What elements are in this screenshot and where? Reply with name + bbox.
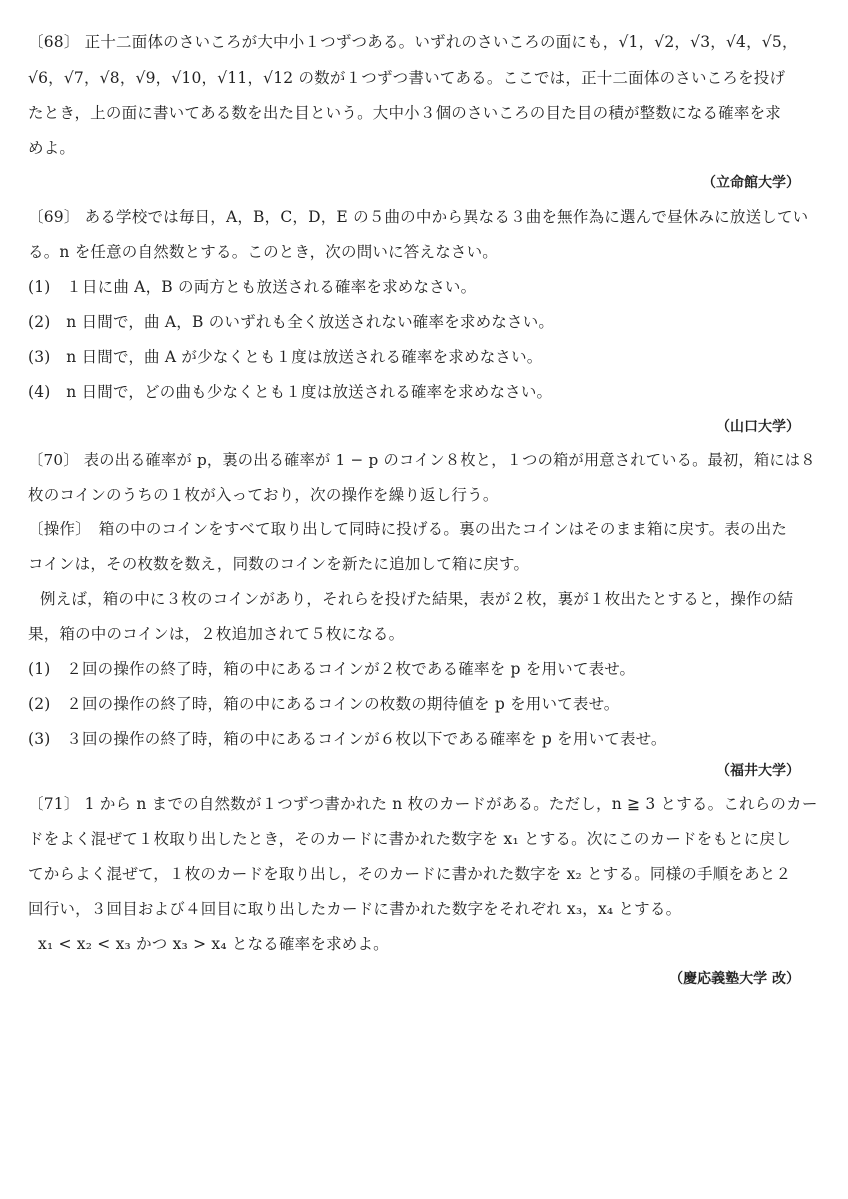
problem-70-line-1: 〔70〕 表の出る確率が p，裏の出る確率が 1 − p のコイン８枚と，１つの箱が用意されている。最初，箱には８ [28, 451, 816, 469]
problem-68-source: （立命館大学） [702, 175, 800, 191]
problem-68-line-2: √6，√7，√8，√9，√10，√11，√12 の数が１つずつ書いてある。ここでは，正十二面体のさいころを投げ [28, 69, 786, 87]
problem-71-condition: x₁ < x₂ < x₃ かつ x₃ > x₄ となる確率を求めよ。 [38, 935, 389, 953]
problem-70-operation-line-1: 〔操作〕 箱の中のコインをすべて取り出して同時に投げる。裏の出たコインはそのまま箱に戻す。表の出た [28, 520, 788, 538]
problem-71-line-2: ドをよく混ぜて１枚取り出したとき，そのカードに書かれた数字を x₁ とする。次にこのカードをもとに戻し [28, 830, 791, 848]
problem-70-source: （福井大学） [716, 763, 800, 779]
problem-70-example-line-2: 果，箱の中のコインは，２枚追加されて５枚になる。 [28, 625, 405, 643]
problem-71-line-4: 回行い，３回目および４回目に取り出したカードに書かれた数字をそれぞれ x₃，x₄ とする。 [28, 900, 682, 918]
problem-71-line-1: 〔71〕 1 から n までの自然数が１つずつ書かれた n 枚のカードがある。ただし，n ≧ 3 とする。これらのカー [28, 795, 818, 813]
problem-69-subq-2: (2) n 日間で，曲 A，B のいずれも全く放送されない確率を求めなさい。 [28, 313, 555, 331]
problem-71-source: （慶応義塾大学 改） [669, 971, 800, 987]
problem-69-source: （山口大学） [716, 419, 800, 435]
problem-70-example-line-1: 例えば，箱の中に３枚のコインがあり，それらを投げた結果，表が２枚，裏が１枚出たとすると，操作の結 [40, 590, 794, 608]
problem-71-line-3: てからよく混ぜて，１枚のカードを取り出し，そのカードに書かれた数字を x₂ とする。同様の手順をあと２ [28, 865, 792, 883]
problem-69-subq-3: (3) n 日間で，曲 A が少なくとも１度は放送される確率を求めなさい。 [28, 348, 543, 366]
problem-69-subq-1: (1) １日に曲 A，B の両方とも放送される確率を求めなさい。 [28, 278, 477, 296]
problem-68-line-1: 〔68〕 正十二面体のさいころが大中小１つずつある。いずれのさいころの面にも，√1，√2，√3，√4，√5， [28, 33, 798, 51]
problem-70-operation-line-2: コインは，その枚数を数え，同数のコインを新たに追加して箱に戻す。 [28, 555, 530, 573]
problem-69-subq-4: (4) n 日間で，どの曲も少なくとも１度は放送される確率を求めなさい。 [28, 383, 553, 401]
problem-70-subq-2: (2) ２回の操作の終了時，箱の中にあるコインの枚数の期待値を p を用いて表せ。 [28, 695, 620, 713]
problem-70-subq-1: (1) ２回の操作の終了時，箱の中にあるコインが２枚である確率を p を用いて表せ。 [28, 660, 636, 678]
problem-68-line-4: めよ。 [28, 139, 76, 157]
problem-68-line-3: たとき，上の面に書いてある数を出た目という。大中小３個のさいころの目た目の積が整数になる確率を求 [28, 104, 781, 122]
problem-70-subq-3: (3) ３回の操作の終了時，箱の中にあるコインが６枚以下である確率を p を用いて表せ。 [28, 730, 667, 748]
problem-70-line-2: 枚のコインのうちの１枚が入っており，次の操作を繰り返し行う。 [28, 486, 499, 504]
problem-69-line-1: 〔69〕 ある学校では毎日，A，B，C，D，E の５曲の中から異なる３曲を無作為に選んで昼休みに放送してい [28, 208, 809, 226]
problem-69-line-2: る。n を任意の自然数とする。このとき，次の問いに答えなさい。 [28, 243, 498, 261]
